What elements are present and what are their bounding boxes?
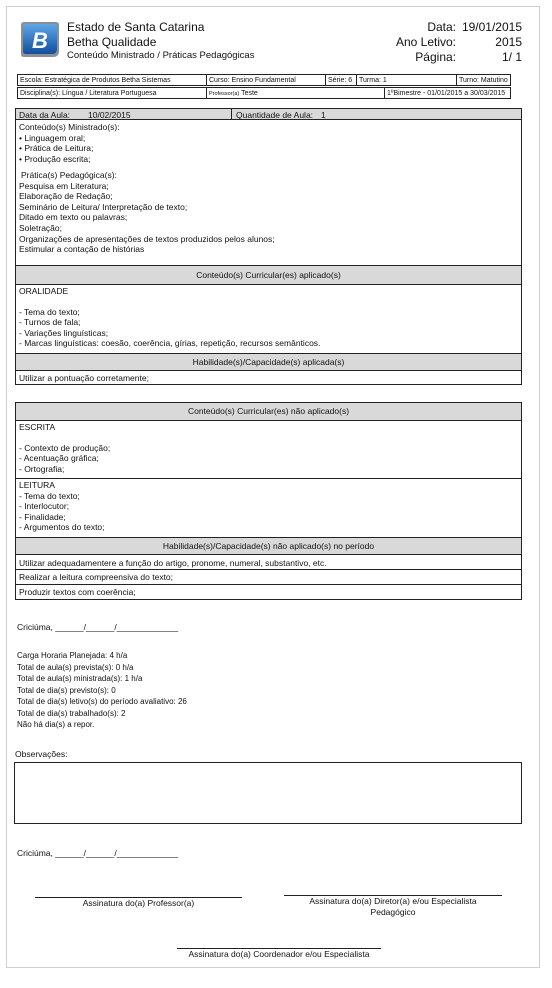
school-year-label: Ano Letivo: — [395, 35, 456, 49]
list-item: Organizações de apresentações de textos produzidos pelos alunos; — [19, 233, 275, 244]
not-applied-box — [15, 402, 522, 600]
discipline: Disciplina(s): Língua / Literatura Portuguesa — [18, 88, 207, 98]
app-name: Betha Qualidade — [67, 35, 157, 49]
reading-title: LEITURA — [19, 480, 55, 490]
lesson-count: 1 — [321, 110, 326, 120]
taught-contents-title: Conteúdo(s) Ministrado(s): — [19, 122, 120, 132]
list-item: - Contexto de produção; — [19, 442, 111, 453]
not-applied-skill-item: Produzir textos com coerência; — [19, 587, 136, 597]
grade: Série: 6 — [326, 75, 357, 85]
applied-group-title: ORALIDADE — [19, 286, 69, 296]
not-applied-skill-item: Realizar a leitura compreensiva do texto; — [19, 572, 174, 582]
list-item: Estimular a contação de histórias — [19, 244, 145, 255]
lesson-date: 10/02/2015 — [88, 110, 131, 120]
signature-coordinator-label: Assinatura do(a) Coordenador e/ou Especialista — [188, 949, 370, 959]
org-title: Estado de Santa Catarina — [67, 20, 205, 34]
logo-letter: B — [32, 28, 48, 53]
list-item: Seminário de Leitura/ Interpretação de texto; — [19, 201, 188, 212]
shift: Turno: Matutino — [459, 77, 508, 84]
page-label: Página: — [415, 50, 456, 64]
list-item: - Interlocutor; — [19, 501, 70, 512]
list-item: - Acentuação gráfica; — [19, 453, 99, 464]
list-item: - Tema do texto; — [19, 306, 80, 317]
signature-director-label-2: Pedagógico — [370, 907, 416, 917]
practices-title: Prática(s) Pedagógica(s): — [21, 170, 117, 180]
list-item: - Argumentos do texto; — [19, 522, 105, 533]
period: 1ºBimestre - 01/01/2015 a 30/03/2015 — [387, 90, 506, 97]
list-item: - Ortografia; — [19, 463, 65, 474]
teacher-label: Professor(a) — [209, 91, 240, 97]
not-applied-skills-header: Habilidade(s)/Capacidade(s) não aplicado(s) no período — [16, 537, 521, 555]
info-row-discipline — [17, 87, 511, 99]
applied-skills-header: Habilidade(s)/Capacidade(s) aplicada(s) — [16, 353, 521, 371]
stat-item: Total de dia(s) previsto(s): 0 — [17, 685, 116, 695]
date-value: 19/01/2015 — [461, 20, 522, 34]
info-row-school — [17, 74, 511, 86]
stat-item: Total de dia(s) trabalhado(s): 2 — [17, 708, 126, 718]
list-item: • Produção escrita; — [19, 153, 91, 164]
class-group: Turma: 1 — [357, 75, 457, 85]
list-item: - Finalidade; — [19, 511, 66, 522]
list-item: Soletração; — [19, 222, 62, 233]
workload-stats — [17, 650, 187, 731]
course-name: Curso: Ensino Fundamental — [207, 75, 326, 85]
school-year-value: 2015 — [495, 35, 522, 49]
list-item: • Prática de Leitura; — [19, 143, 94, 154]
writing-title: ESCRITA — [19, 422, 56, 432]
not-applied-contents-header: Conteúdo(s) Curricular(es) não aplicado(s) — [16, 403, 521, 421]
reading-contents — [19, 480, 105, 533]
writing-contents — [19, 422, 110, 474]
list-item: • Linguagem oral; — [19, 132, 86, 143]
stat-item: Total de aula(s) prevista(s): 0 h/a — [17, 662, 134, 672]
school-name: Escola: Estratégica de Produtos Betha Sistemas — [18, 75, 207, 85]
list-item: - Marcas linguísticas: coesão, coerência, gírias, repetição, recursos semânticos. — [19, 338, 321, 349]
list-item: - Turnos de fala; — [19, 317, 81, 328]
stat-item: Não há dia(s) a repor. — [17, 720, 95, 729]
observations-label: Observações: — [15, 749, 68, 759]
lesson-box — [15, 108, 522, 385]
signature-teacher-label: Assinatura do(a) Professor(a) — [82, 898, 195, 908]
place-date-line-2: Criciúma, ______/______/_____________ — [17, 848, 179, 858]
lesson-count-label: Quantidade de Aula: — [236, 110, 314, 120]
report-title: Conteúdo Ministrado / Práticas Pedagógicas — [67, 50, 255, 61]
list-item: - Tema do texto; — [19, 490, 80, 501]
list-item: Pesquisa em Literatura; — [19, 180, 109, 191]
list-item: Elaboração de Redação; — [19, 191, 113, 202]
list-item: Ditado em texto ou palavras; — [19, 212, 128, 223]
applied-contents — [19, 286, 320, 349]
applied-contents-header: Conteúdo(s) Curricular(es) aplicado(s) — [16, 265, 521, 285]
teacher-name: Teste — [241, 90, 258, 97]
place-date-line: Criciúma, ______/______/_____________ — [17, 622, 179, 632]
not-applied-skill-item: Utilizar adequadamentere a função do artigo, pronome, numeral, substantivo, etc. — [19, 558, 327, 568]
lesson-date-label: Data da Aula: — [19, 110, 71, 120]
stat-item: Total de dia(s) letivo(s) do período avaliativo: 26 — [17, 697, 187, 706]
signature-director — [276, 896, 510, 918]
taught-contents — [19, 122, 120, 164]
date-label: Data: — [427, 20, 456, 34]
signature-director-label: Assinatura do(a) Diretor(a) e/ou Especialista — [309, 896, 477, 906]
observations-box — [14, 762, 522, 824]
stat-item: Carga Horaria Planejada: 4 h/a — [17, 651, 128, 660]
page-number: 1/ 1 — [501, 50, 522, 64]
applied-skill-item: Utilizar a pontuação corretamente; — [19, 373, 149, 383]
pedagogical-practices — [19, 170, 275, 255]
teacher — [207, 88, 385, 98]
stat-item: Total de aula(s) ministrada(s): 1 h/a — [17, 674, 143, 683]
list-item: - Variações linguísticas; — [19, 327, 109, 338]
betha-logo-icon — [19, 21, 61, 59]
